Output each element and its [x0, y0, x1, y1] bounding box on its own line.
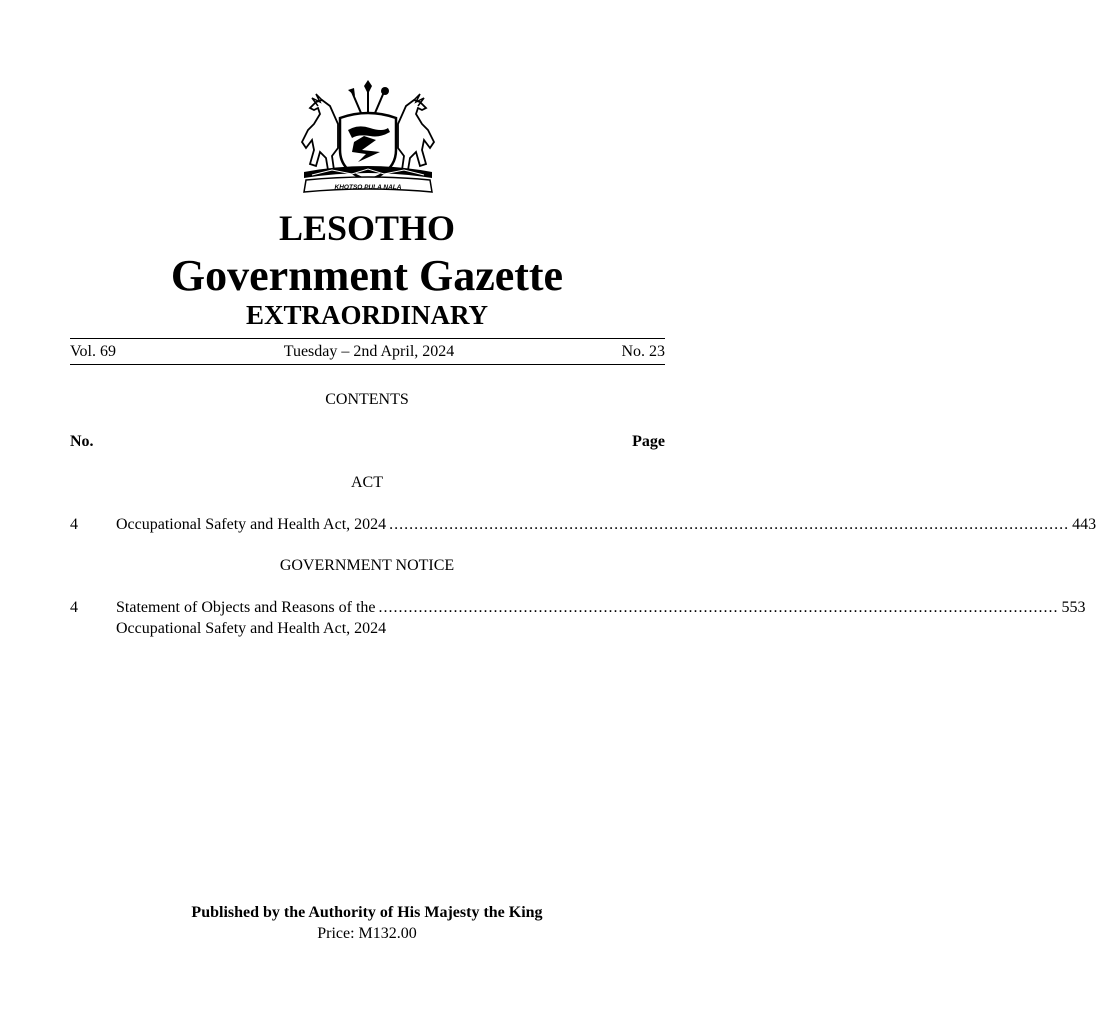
- entry-number: 4: [70, 599, 78, 616]
- dot-leader: ........................................................................................................................................: [378, 599, 1059, 616]
- entry-title: Statement of Objects and Reasons of the: [116, 599, 376, 616]
- publication-authority: Published by the Authority of His Majesty the King: [191, 904, 543, 921]
- issue-number: No. 23: [621, 343, 665, 360]
- entry-number: 4: [70, 516, 78, 533]
- entry-title: Occupational Safety and Health Act, 2024: [116, 516, 387, 533]
- entry-page: 553: [1061, 599, 1086, 616]
- dot-leader: ........................................................................................................................................: [389, 516, 1070, 533]
- gazette-edition: EXTRAORDINARY: [245, 300, 489, 330]
- column-header-no: No.: [70, 433, 94, 450]
- coat-of-arms-icon: [292, 80, 444, 195]
- section-heading-act: ACT: [351, 474, 383, 491]
- contents-heading: CONTENTS: [325, 391, 409, 408]
- header-rule-bottom: [70, 364, 665, 365]
- entry-page: 443: [1072, 516, 1096, 533]
- publication-price: Price: M132.00: [317, 925, 417, 942]
- section-heading-government-notice: GOVERNMENT NOTICE: [279, 557, 455, 574]
- issue-volume: Vol. 69: [70, 343, 116, 360]
- crest-motto: KHOTSO PULA NALA: [334, 184, 402, 191]
- gazette-country: LESOTHO: [278, 208, 456, 248]
- header-rule-top: [70, 338, 665, 339]
- issue-date: Tuesday – 2nd April, 2024: [283, 343, 455, 360]
- column-header-page: Page: [632, 433, 665, 450]
- gazette-title: Government Gazette: [170, 251, 564, 300]
- entry-title-continued: Occupational Safety and Health Act, 2024: [116, 620, 387, 637]
